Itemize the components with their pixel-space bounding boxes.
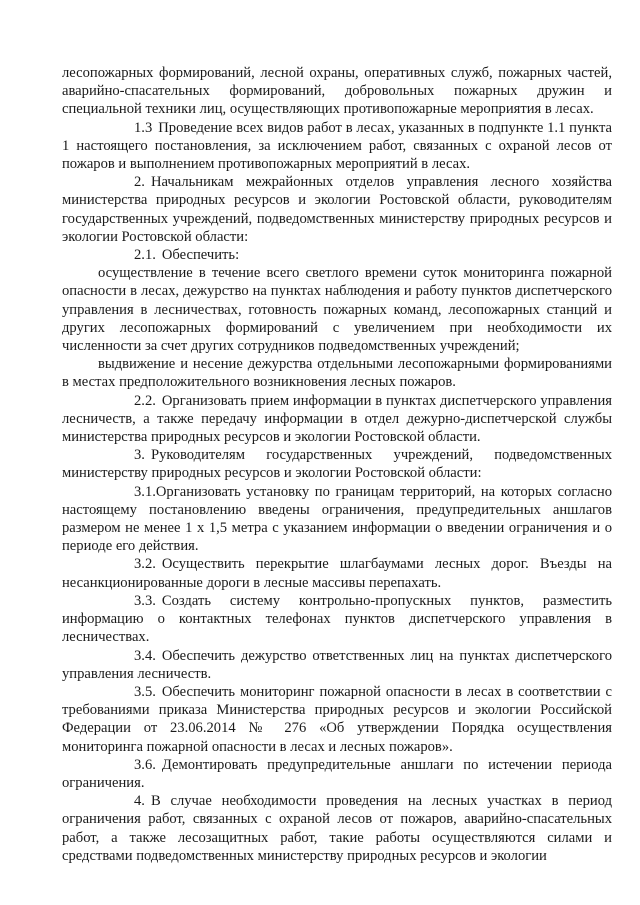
paragraph-text: Создать систему контрольно-пропускных пунктов, разместить информацию о контактных телефонах пунктов диспетчерского управления в лесничествах. <box>62 592 612 646</box>
paragraph-number: 3.2. <box>134 556 156 573</box>
paragraph-number: 1.3 <box>134 119 153 136</box>
paragraph-number: 2.2. <box>134 392 156 409</box>
paragraph-2 <box>62 173 612 246</box>
paragraph-number: 3.3. <box>134 592 156 609</box>
paragraph-3-2 <box>62 555 612 591</box>
paragraph-text: лесопожарных формирований, лесной охраны, оперативных служб, пожарных частей, аварийно-спасательных формирований, добровольных пожарных дружин и специальной техники лиц, осуществляющих противопожарные мероприятия в лесах. <box>62 65 612 118</box>
paragraph-number: 3.5. <box>134 683 156 700</box>
paragraph-text: выдвижение и несение дежурства отдельными лесопожарными формированиями в местах предположительного возникновения лесных пожаров. <box>62 356 612 391</box>
paragraph-4 <box>62 792 612 865</box>
paragraph-3-3 <box>62 592 612 647</box>
paragraph-3-4 <box>62 647 612 683</box>
paragraph-number: 2.1. <box>134 247 156 264</box>
paragraph-number: 3.6. <box>134 756 156 773</box>
paragraph-text: В случае необходимости проведения на лесных участках в период ограничения работ, связанных с охраной лесов от пожаров, аварийно-спасательных работ, а также лесозащитных работ, такие работы осуществляются силами и средствами подведомственных министерству природных ресурсов и экологии <box>62 793 612 864</box>
paragraph-3-6 <box>62 756 612 792</box>
paragraph-text: Руководителям государственных учреждений, подведомственных министерству природных ресурсов и экологии Ростовской области: <box>62 447 612 482</box>
paragraph-number: 3.4. <box>134 647 156 664</box>
paragraph-text: Проведение всех видов работ в лесах, указанных в подпункте 1.1 пункта 1 настоящего постановления, за исключением работ, связанных с охраной лесов от пожаров и выполнением противопожарных мероприятий в лесах. <box>62 119 612 173</box>
paragraph-text: Начальникам межрайонных отделов управления лесного хозяйства министерства природных ресурсов и экологии Ростовской области, руководителям государственных учреждений, подведомственных министерству природных ресурсов и экологии Ростовской области: <box>62 174 612 245</box>
paragraph-text: Организовать установку по границам территорий, на которых согласно настоящему постановлению введены ограничения, предупредительных аншлагов размером не менее 1 х 1,5 метра с указанием информации о введении ограничения и о периоде его действия. <box>62 483 612 555</box>
paragraph-text: Осуществить перекрытие шлагбаумами лесных дорог. Въезды на несанкционированные дороги в лесные массивы перепахать. <box>62 556 612 591</box>
paragraph-2-1 <box>62 246 612 264</box>
document-page <box>62 64 612 865</box>
paragraph-number: 3. <box>134 447 145 464</box>
paragraph-1-3 <box>62 119 612 174</box>
paragraph-number: 4. <box>134 793 145 810</box>
paragraph-text: осуществление в течение всего светлого времени суток мониторинга пожарной опасности в лесах, дежурство на пунктах наблюдения и работу пунктов диспетчерского управления в лесничествах, готовность пожарных команд, лесопожарных станций и других лесопожарных формирований с увеличением при необходимости их численности за счет других сотрудников подведомственных учреждений; <box>62 265 612 355</box>
paragraph-3-5 <box>62 683 612 756</box>
paragraph-2-1-item-monitoring <box>62 264 612 355</box>
paragraph-text: Организовать прием информации в пунктах диспетчерского управления лесничеств, а также передачу информации в отдел дежурно-диспетчерской службы министерства природных ресурсов и экологии Ростовской области. <box>62 392 612 446</box>
paragraph-text: Обеспечить дежурство ответственных лиц на пунктах диспетчерского управления лесничеств. <box>62 647 612 682</box>
paragraph-text: Обеспечить мониторинг пожарной опасности в лесах в соответствии с требованиями приказа Министерства природных ресурсов и экологии Российской Федерации от 23.06.2014 № 276 «Об утверждении Порядка осуществления мониторинга пожарной опасности в лесах и лесных пожаров». <box>62 683 612 755</box>
paragraph-number: 3.1. <box>134 483 156 500</box>
paragraph-number: 2. <box>134 174 145 191</box>
paragraph-3-1 <box>62 483 612 556</box>
paragraph-text: Обеспечить: <box>161 247 240 264</box>
paragraph-continuation <box>62 64 612 119</box>
paragraph-text: Демонтировать предупредительные аншлаги по истечении периода ограничения. <box>62 756 612 791</box>
paragraph-2-1-item-duty <box>62 355 612 391</box>
paragraph-3 <box>62 446 612 482</box>
paragraph-2-2 <box>62 392 612 447</box>
